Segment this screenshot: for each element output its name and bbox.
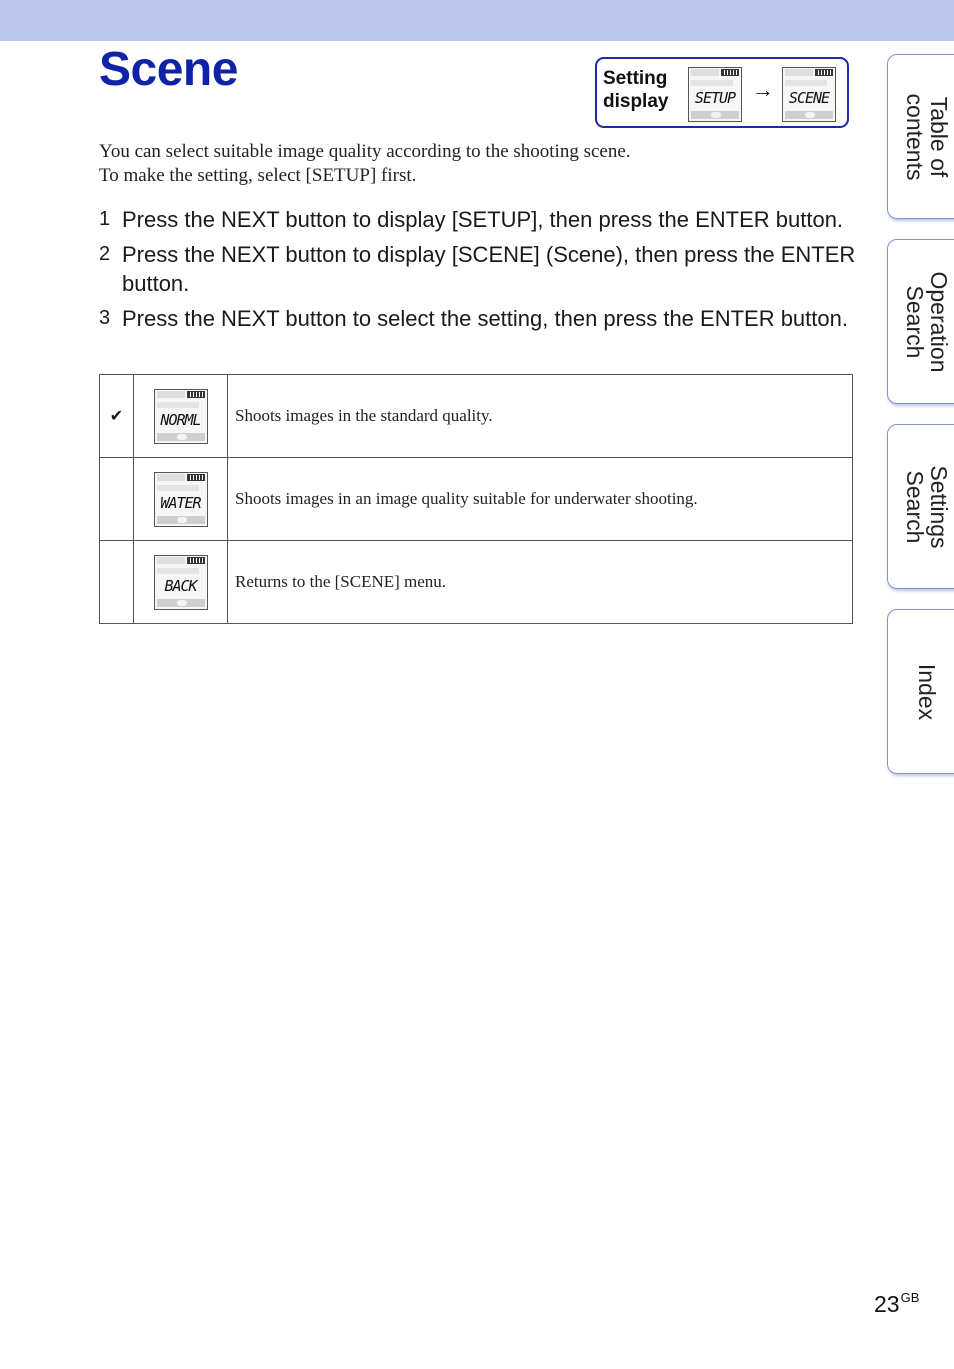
step-number: 2 bbox=[99, 243, 111, 265]
tab-label-line1: Settings bbox=[926, 464, 952, 549]
mark-cell bbox=[100, 458, 134, 541]
step-1 bbox=[99, 205, 859, 234]
water-screen-icon bbox=[154, 472, 208, 527]
setting-display-box bbox=[595, 57, 849, 128]
tab-index[interactable] bbox=[887, 609, 954, 774]
tab-label-line2: Search bbox=[902, 285, 928, 358]
back-screen-icon bbox=[154, 555, 208, 610]
intro-line-2: To make the setting, select [SETUP] first. bbox=[99, 165, 417, 186]
page-number-value: 23 bbox=[874, 1291, 900, 1317]
default-checkmark-icon: ✔ bbox=[100, 375, 134, 458]
page-number-suffix: GB bbox=[900, 1290, 920, 1305]
normal-screen-text: NORML bbox=[160, 410, 201, 429]
arrow-right-icon: → bbox=[752, 77, 774, 102]
tab-table-of-contents[interactable] bbox=[887, 54, 954, 219]
step-text: Press the NEXT button to display [SCENE] (Scene), then press the ENTER button. bbox=[122, 242, 856, 296]
table-row bbox=[100, 458, 853, 541]
step-text: Press the NEXT button to display [SETUP], then press the ENTER button. bbox=[122, 207, 844, 232]
option-description: Returns to the [SCENE] menu. bbox=[228, 541, 853, 624]
mark-cell bbox=[100, 541, 134, 624]
table-row bbox=[100, 541, 853, 624]
scene-options-table bbox=[99, 374, 853, 624]
scene-screen-icon bbox=[782, 67, 836, 122]
step-2 bbox=[99, 240, 859, 298]
step-3 bbox=[99, 304, 859, 333]
scene-screen-text: SCENE bbox=[788, 89, 830, 107]
normal-screen-icon bbox=[154, 389, 208, 444]
tab-label-line1: Table of bbox=[926, 96, 952, 177]
water-screen-text: WATER bbox=[160, 493, 201, 512]
tab-operation-search[interactable] bbox=[887, 239, 954, 404]
setup-screen-icon bbox=[688, 67, 742, 122]
page-number bbox=[874, 1290, 919, 1318]
step-number: 1 bbox=[99, 208, 111, 230]
step-text: Press the NEXT button to select the setting, then press the ENTER button. bbox=[122, 306, 848, 331]
tab-label-line2: Search bbox=[902, 470, 928, 543]
table-row bbox=[100, 375, 853, 458]
tab-label-line2: contents bbox=[902, 93, 928, 180]
intro-line-1: You can select suitable image quality according to the shooting scene. bbox=[99, 141, 631, 162]
setting-label-line1: Setting bbox=[603, 68, 668, 89]
setting-label-line2: display bbox=[603, 91, 669, 112]
back-screen-text: BACK bbox=[164, 576, 197, 595]
tab-settings-search[interactable] bbox=[887, 424, 954, 589]
step-number: 3 bbox=[99, 307, 111, 329]
page-title: Scene bbox=[99, 43, 238, 96]
option-description: Shoots images in the standard quality. bbox=[228, 375, 853, 458]
setting-display-label bbox=[603, 67, 683, 113]
steps-list bbox=[99, 205, 859, 339]
intro-text bbox=[99, 140, 859, 188]
header-band bbox=[0, 0, 954, 41]
tab-label-line1: Index bbox=[914, 663, 940, 720]
tab-label-line1: Operation bbox=[926, 270, 952, 373]
setup-screen-text: SETUP bbox=[694, 89, 736, 107]
option-description: Shoots images in an image quality suitable for underwater shooting. bbox=[228, 458, 853, 541]
